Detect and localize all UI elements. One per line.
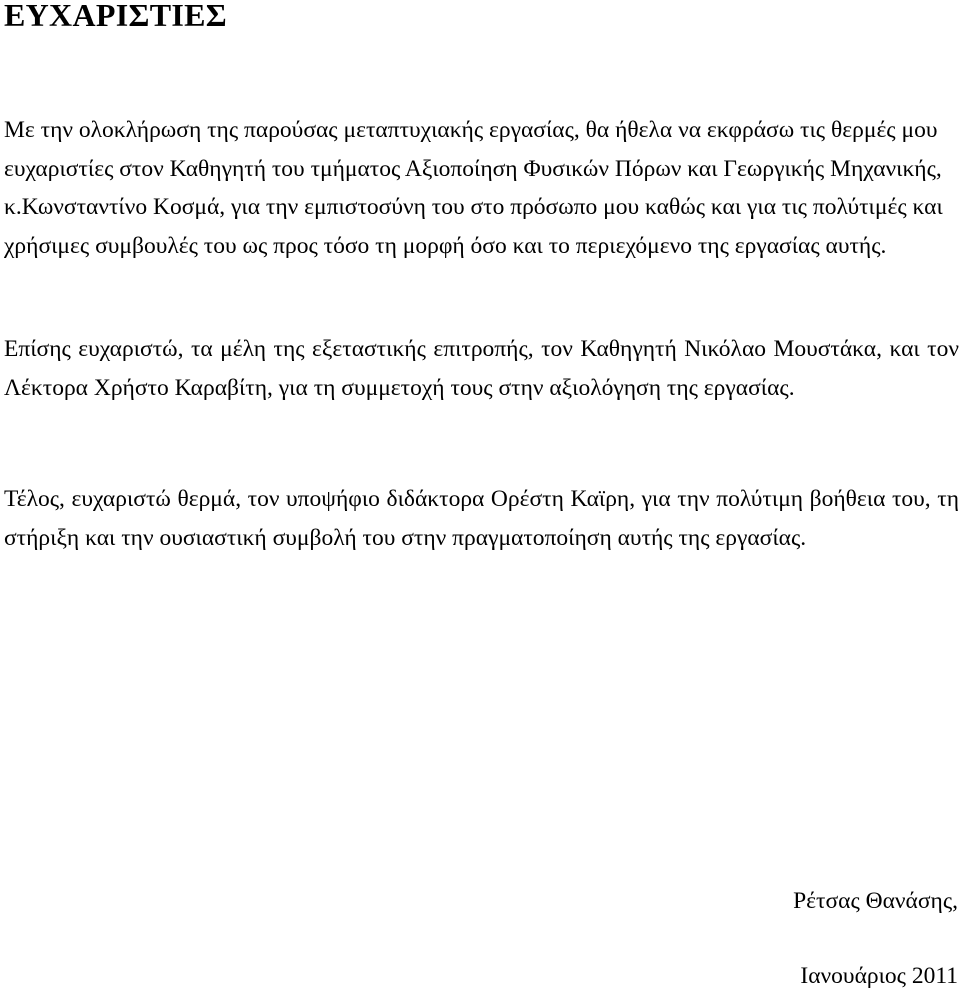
acknowledgement-paragraph-1: Με την ολοκλήρωση της παρούσας μεταπτυχιακής εργασίας, θα ήθελα να εκφράσω τις θερμές μου ευχαριστίες στον Καθηγητή του τμήματος Αξιοποίηση Φυσικών Πόρων και Γεωργικής Μηχανικής, κ.Κωνσταντίνο Κοσμά, για την εμπιστοσύνη του στο πρόσωπο μου καθώς και για τις πολύτιμές και χρήσιμες συμβουλές του ως προς τόσο τη μορφή όσο και το περιεχόμενο της εργασίας αυτής. <box>4 117 943 259</box>
signature-date: Ιανουάριος 2011 <box>800 963 958 989</box>
acknowledgement-paragraph-2: Επίσης ευχαριστώ, τα μέλη της εξεταστικής επιτροπής, τον Καθηγητή Νικόλαο Μουστάκα, και τον Λέκτορα Χρήστο Καραβίτη, για τη συμμετοχή τους στην αξιολόγηση της εργασίας. <box>4 336 959 401</box>
acknowledgement-paragraph-3: Τέλος, ευχαριστώ θερμά, τον υποψήφιο διδάκτορα Ορέστη Καϊρη, για την πολύτιμη βοήθεια του, τη στήριξη και την ουσιαστική συμβολή του στην πραγματοποίηση αυτής της εργασίας. <box>4 486 959 551</box>
signature-name: Ρέτσας Θανάσης, <box>793 888 958 914</box>
page-title: ΕΥΧΑΡΙΣΤΙΕΣ <box>4 0 227 33</box>
